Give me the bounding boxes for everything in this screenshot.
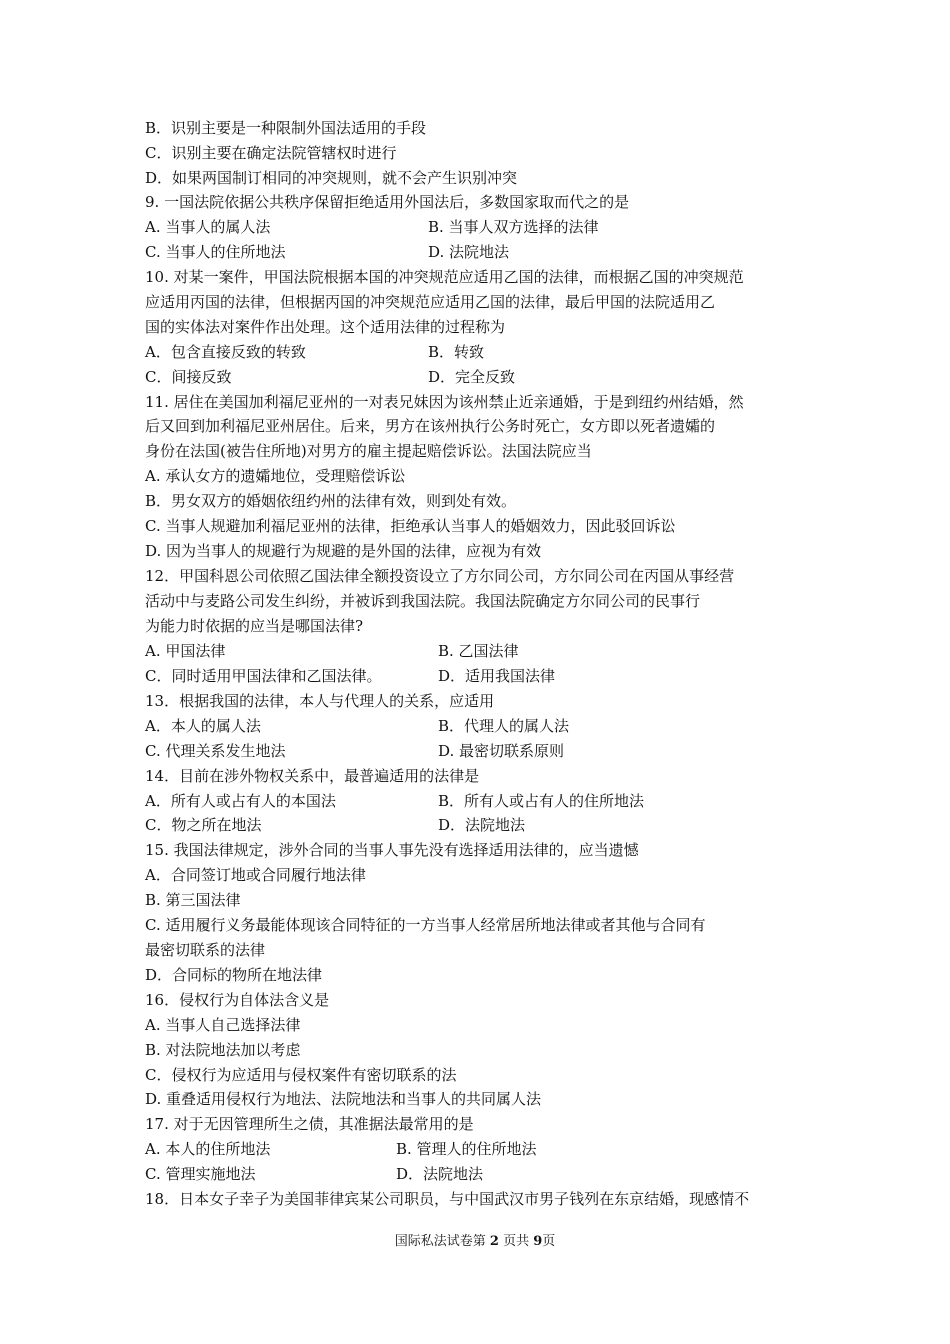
option-line: C．侵权行为应适用与侵权案件有密切联系的法 — [145, 1066, 457, 1084]
option-line: A．所有人或占有人的本国法 — [145, 792, 336, 810]
question-14: 14．目前在涉外物权关系中，最普遍适用的法律是 — [145, 767, 480, 785]
option-line: A. 甲国法律 — [145, 642, 226, 660]
page-footer — [0, 1234, 950, 1250]
option-line: D．合同标的物所在地法律 — [145, 966, 323, 984]
option-line: C．间接反致 — [145, 368, 232, 386]
option-line: C．同时适用甲国法律和乙国法律。 — [145, 667, 382, 685]
question-17: 17. 对于无因管理所生之债，其准据法最常用的是 — [145, 1115, 474, 1133]
question-11: 11. 居住在美国加利福尼亚州的一对表兄妹因为该州禁止近亲通婚，于是到纽约州结婚，然 — [145, 393, 744, 411]
option-line: C. 管理实施地法 — [145, 1165, 256, 1183]
option-line: C. 当事人规避加利福尼亚州的法律，拒绝承认当事人的婚姻效力，因此驳回诉讼 — [145, 517, 676, 535]
footer-suffix: 页 — [542, 1234, 556, 1249]
question-18: 18．日本女子幸子为美国菲律宾某公司职员，与中国武汉市男子钱列在东京结婚，现感情不 — [145, 1190, 750, 1208]
option-line: A. 本人的住所地法 — [145, 1140, 271, 1158]
text-line: 活动中与麦路公司发生纠纷，并被诉到我国法院。我国法院确定方尔同公司的民事行 — [145, 592, 701, 610]
option-line: D. 重叠适用侵权行为地法、法院地法和当事人的共同属人法 — [145, 1090, 542, 1108]
option-line: B．所有人或占有人的住所地法 — [438, 792, 645, 810]
option-line: D．法院地法 — [396, 1165, 484, 1183]
text-line: 国的实体法对案件作出处理。这个适用法律的过程称为 — [145, 318, 506, 336]
option-line: D．完全反致 — [428, 368, 516, 386]
option-line: B．男女双方的婚姻依纽约州的法律有效，则到处有效。 — [145, 492, 517, 510]
question-13: 13．根据我国的法律，本人与代理人的关系，应适用 — [145, 692, 495, 710]
option-line: C. 适用履行义务最能体现该合同特征的一方当事人经常居所地法律或者其他与合同有 — [145, 916, 706, 934]
option-line: B．转致 — [428, 343, 485, 361]
text-line: C．识别主要在确定法院管辖权时进行 — [145, 144, 397, 162]
option-line: C. 当事人的住所地法 — [145, 243, 286, 261]
option-line: C. 代理关系发生地法 — [145, 742, 286, 760]
option-line: A. 当事人自己选择法律 — [145, 1016, 301, 1034]
text-line: 最密切联系的法律 — [145, 941, 266, 959]
footer-page-number: 2 — [489, 1234, 499, 1249]
question-10: 10. 对某一案件，甲国法院根据本国的冲突规范应适用乙国的法律，而根据乙国的冲突规范 — [145, 268, 744, 286]
text-line: D．如果两国制订相同的冲突规则，就不会产生识别冲突 — [145, 169, 518, 187]
footer-middle: 页共 — [503, 1234, 530, 1249]
option-line: B. 第三国法律 — [145, 891, 241, 909]
option-line: D．法院地法 — [438, 816, 526, 834]
option-line: C．物之所在地法 — [145, 816, 262, 834]
question-12: 12．甲国科恩公司依照乙国法律全额投资设立了方尔同公司，方尔同公司在丙国从事经营 — [145, 567, 735, 585]
text-line: 为能力时依据的应当是哪国法律? — [145, 617, 364, 635]
option-line: B．代理人的属人法 — [438, 717, 570, 735]
footer-prefix: 国际私法试卷第 — [394, 1234, 486, 1249]
option-line: D. 法院地法 — [428, 243, 510, 261]
option-line: B. 乙国法律 — [438, 642, 519, 660]
option-line: A．本人的属人法 — [145, 717, 261, 735]
option-line: D. 因为当事人的规避行为规避的是外国的法律，应视为有效 — [145, 542, 542, 560]
text-line: 后又回到加利福尼亚州居住。后来，男方在该州执行公务时死亡，女方即以死者遗孀的 — [145, 417, 716, 435]
option-line: A．包含直接反致的转致 — [145, 343, 306, 361]
question-16: 16．侵权行为自体法含义是 — [145, 991, 330, 1009]
option-line: D. 最密切联系原则 — [438, 742, 565, 760]
text-line: B．识别主要是一种限制外国法适用的手段 — [145, 119, 427, 137]
question-15: 15. 我国法律规定，涉外合同的当事人事先没有选择适用法律的，应当遗憾 — [145, 841, 639, 859]
text-line: 身份在法国(被告住所地)对男方的雇主提起赔偿诉讼。法国法院应当 — [145, 442, 592, 460]
option-line: A．合同签订地或合同履行地法律 — [145, 866, 366, 884]
footer-total-pages: 9 — [533, 1234, 543, 1249]
option-line: B. 当事人双方选择的法律 — [428, 218, 599, 236]
option-line: A. 当事人的属人法 — [145, 218, 271, 236]
option-line: B. 对法院地法加以考虑 — [145, 1041, 301, 1059]
question-9: 9. 一国法院依据公共秩序保留拒绝适用外国法后，多数国家取而代之的是 — [145, 193, 630, 211]
option-line: A. 承认女方的遗孀地位，受理赔偿诉讼 — [145, 467, 406, 485]
option-line: D．适用我国法律 — [438, 667, 556, 685]
text-line: 应适用丙国的法律，但根据丙国的冲突规范应适用乙国的法律，最后甲国的法院适用乙 — [145, 293, 716, 311]
option-line: B. 管理人的住所地法 — [396, 1140, 537, 1158]
